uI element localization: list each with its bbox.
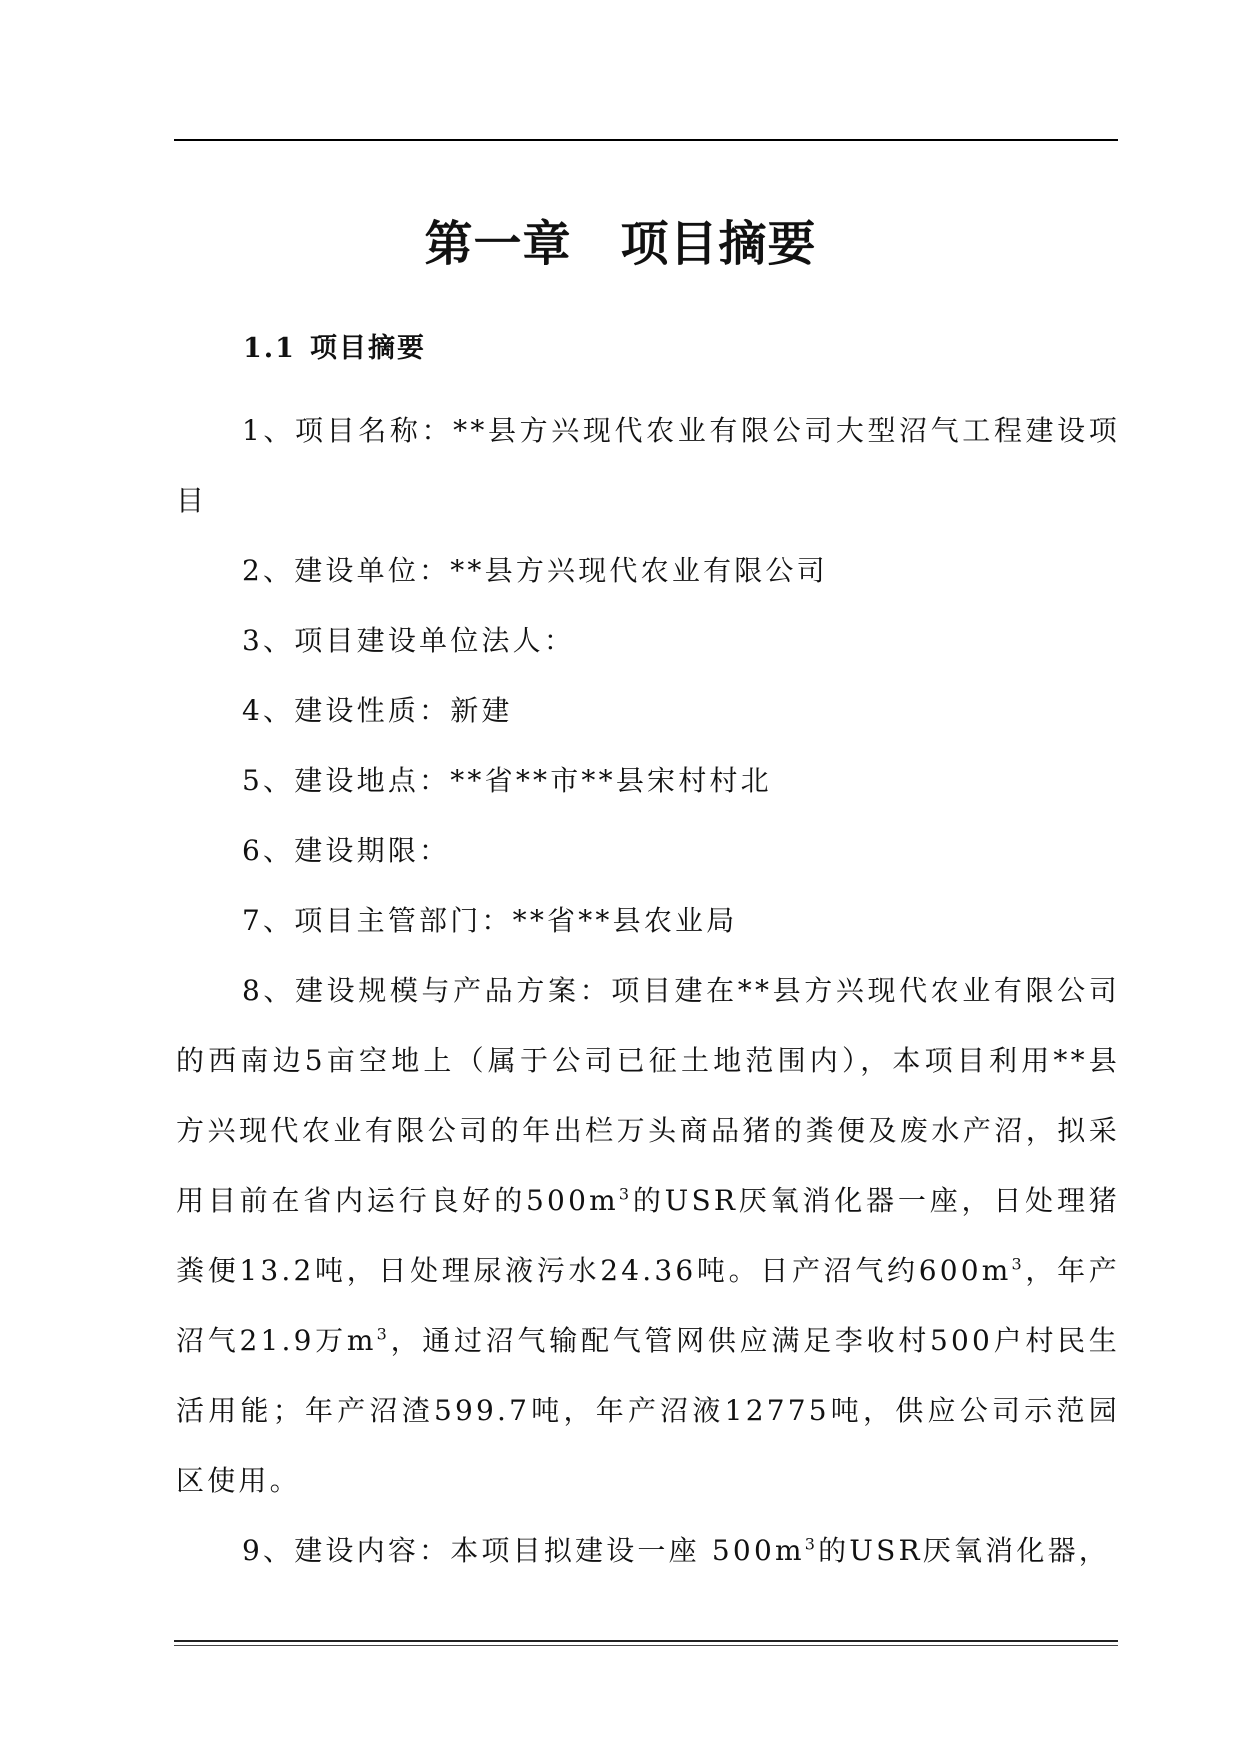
item-legal-person: 3、项目建设单位法人： [242,624,576,657]
chapter-title: 第一章 项目摘要 [424,216,817,272]
section-title: 项目摘要 [309,333,426,364]
footer-rule [174,1640,1118,1642]
item-construction-period: 6、建设期限： [242,834,451,867]
item-construction-unit: 2、建设单位：**县方兴现代农业有限公司 [242,554,828,587]
item-scale-and-products: 8、建设规模与产品方案：项目建在**县方兴现代农业有限公司的西南边5亩空地上（属于公司已征土地范围内），本项目利用**县方兴现代农业有限公司的年出栏万头商品猪的粪便及废水产沼，拟采用目前在省内运行良好的$500m^3$的USR厌氧消化器一座，日处理猪粪便13.2吨，日处理尿液污水24.36吨。日产沼气约$600m^3$，年产沼气21.9万$m^3$，通过沼气输配气管网供应满足李收村500户村民生活用能；年产沼渣599.7吨，年产沼液12775吨，供应公司示范园区使用。 [176,974,1121,1497]
section-heading [243,330,426,368]
item-construction-nature: 4、建设性质：新建 [242,694,513,727]
document-body [176,396,1120,1586]
header-rule [174,139,1118,141]
item-construction-content: 9、建设内容：本项目拟建设一座 $500m^3$的USR厌氧消化器， [242,1534,1110,1567]
item-supervising-department: 7、项目主管部门：**省**县农业局 [242,904,738,937]
section-number: 1.1 [243,333,296,364]
item-construction-location: 5、建设地点：**省**市**县宋村村北 [242,764,772,797]
item-project-name: 1、项目名称：**县方兴现代农业有限公司大型沼气工程建设项目 [176,414,1120,517]
